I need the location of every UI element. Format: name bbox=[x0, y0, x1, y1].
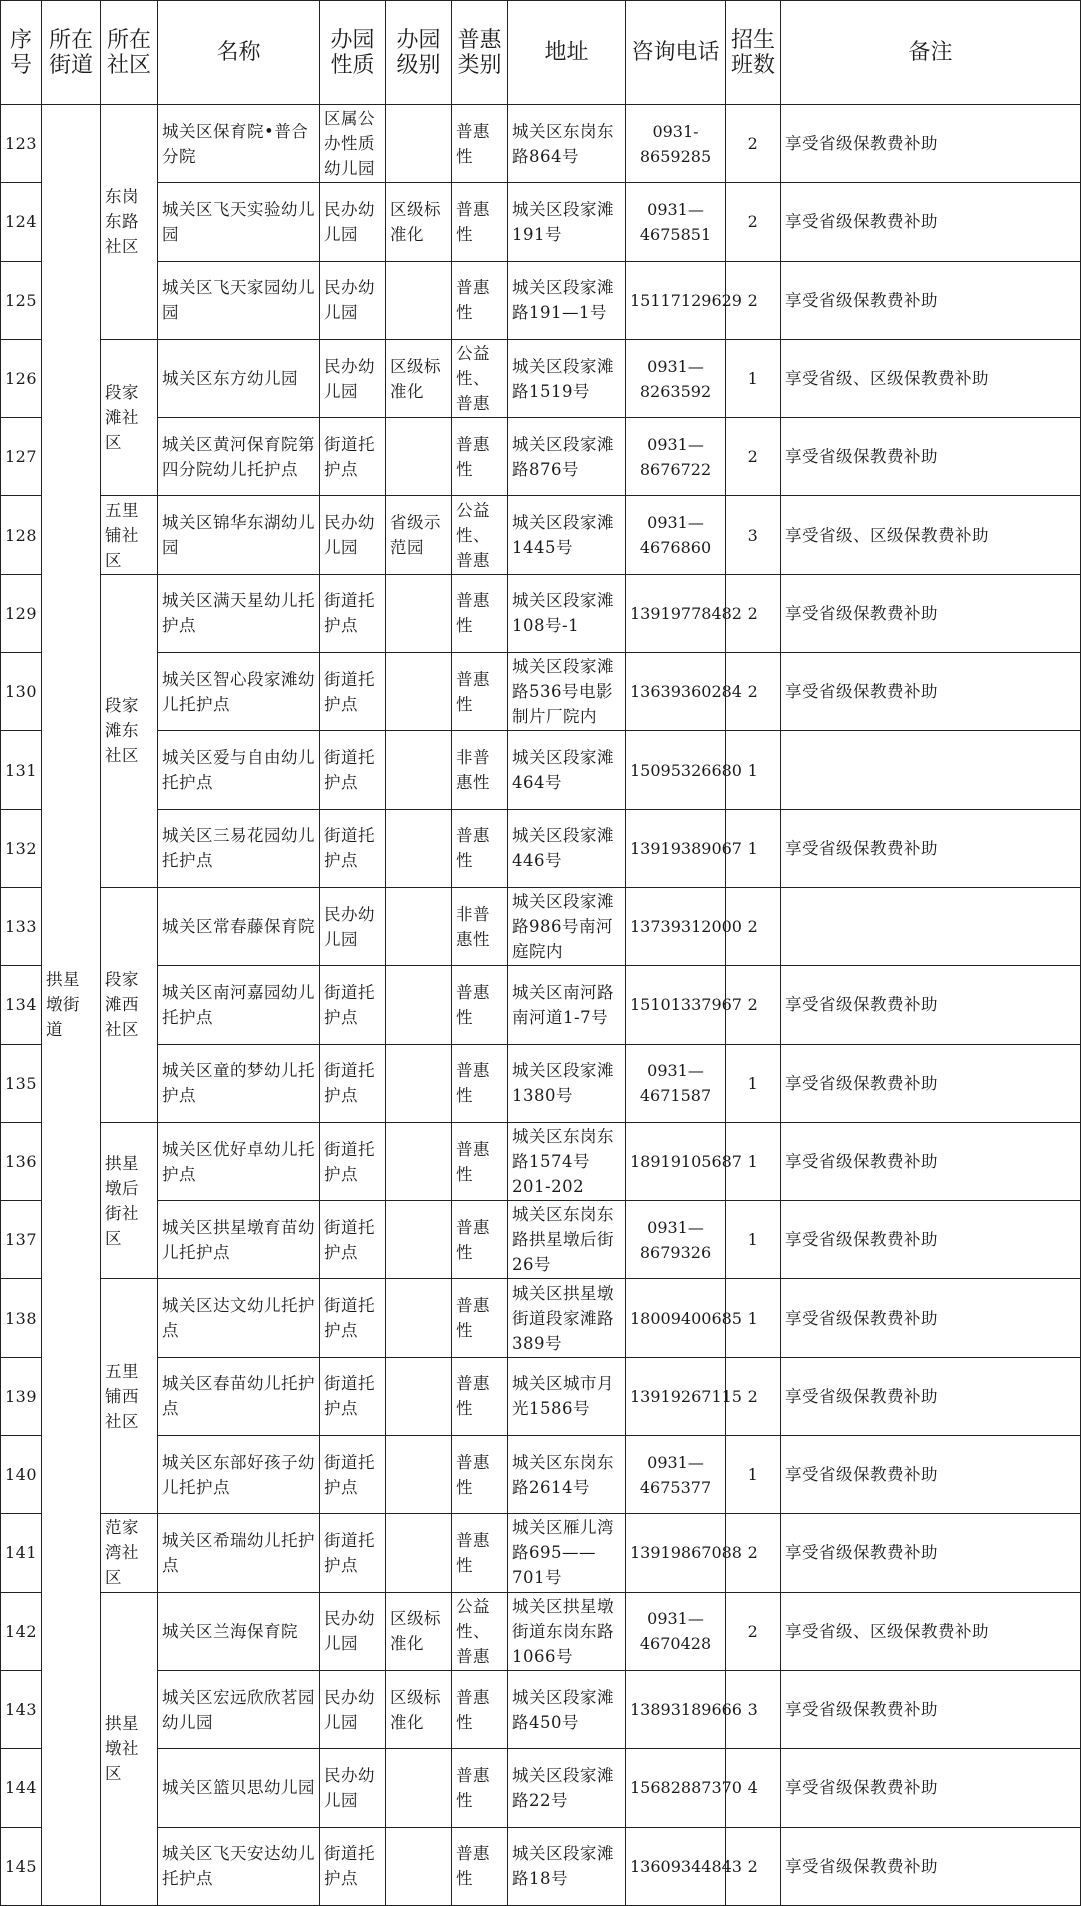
row-number: 131 bbox=[1, 731, 42, 809]
nature-cell: 民办幼儿园 bbox=[320, 261, 386, 339]
level-cell bbox=[386, 1827, 452, 1905]
nature-cell: 民办幼儿园 bbox=[320, 339, 386, 417]
type-cell: 普惠性 bbox=[452, 1436, 508, 1514]
row-number: 123 bbox=[1, 105, 42, 183]
table-row bbox=[1, 1201, 1081, 1279]
table-row bbox=[1, 1592, 1081, 1670]
phone-cell: 15101337967 bbox=[626, 966, 726, 1044]
nature-cell: 街道托护点 bbox=[320, 966, 386, 1044]
kindergarten-name: 城关区飞天实验幼儿园 bbox=[158, 183, 320, 261]
level-cell bbox=[386, 809, 452, 887]
address-cell: 城关区段家滩191号 bbox=[508, 183, 626, 261]
classes-cell: 3 bbox=[726, 496, 781, 574]
table-row bbox=[1, 1122, 1081, 1200]
address-cell: 城关区段家滩446号 bbox=[508, 809, 626, 887]
row-number: 125 bbox=[1, 261, 42, 339]
note-cell: 享受省级保教费补助 bbox=[781, 1201, 1081, 1279]
kindergarten-name: 城关区满天星幼儿托护点 bbox=[158, 574, 320, 652]
note-cell bbox=[781, 731, 1081, 809]
nature-cell: 民办幼儿园 bbox=[320, 887, 386, 965]
level-cell bbox=[386, 1279, 452, 1357]
kindergarten-name: 城关区黄河保育院第四分院幼儿托护点 bbox=[158, 418, 320, 496]
classes-cell: 2 bbox=[726, 261, 781, 339]
table-row bbox=[1, 1357, 1081, 1435]
nature-cell: 街道托护点 bbox=[320, 574, 386, 652]
header-nature: 办园 性质 bbox=[320, 1, 386, 105]
classes-cell: 2 bbox=[726, 105, 781, 183]
nature-cell: 街道托护点 bbox=[320, 1044, 386, 1122]
row-number: 145 bbox=[1, 1827, 42, 1905]
row-number: 141 bbox=[1, 1514, 42, 1592]
kindergarten-name: 城关区飞天安达幼儿托护点 bbox=[158, 1827, 320, 1905]
note-cell: 享受省级保教费补助 bbox=[781, 574, 1081, 652]
nature-cell: 街道托护点 bbox=[320, 418, 386, 496]
community-cell: 五里铺社区 bbox=[101, 496, 158, 574]
type-cell: 普惠性 bbox=[452, 105, 508, 183]
header-address: 地址 bbox=[508, 1, 626, 105]
nature-cell: 街道托护点 bbox=[320, 1122, 386, 1200]
table-row bbox=[1, 105, 1081, 183]
phone-cell: 15682887370 bbox=[626, 1749, 726, 1827]
address-cell: 城关区段家滩路876号 bbox=[508, 418, 626, 496]
classes-cell: 2 bbox=[726, 418, 781, 496]
table-row bbox=[1, 339, 1081, 417]
nature-cell: 街道托护点 bbox=[320, 731, 386, 809]
level-cell bbox=[386, 1201, 452, 1279]
phone-cell: 0931—4676860 bbox=[626, 496, 726, 574]
nature-cell: 民办幼儿园 bbox=[320, 1749, 386, 1827]
classes-cell: 1 bbox=[726, 1201, 781, 1279]
phone-cell: 0931—4671587 bbox=[626, 1044, 726, 1122]
note-cell: 享受省级、区级保教费补助 bbox=[781, 1592, 1081, 1670]
level-cell: 区级标准化 bbox=[386, 339, 452, 417]
table-row bbox=[1, 887, 1081, 965]
phone-cell: 13893189666 bbox=[626, 1670, 726, 1748]
address-cell: 城关区东岗东路拱星墩后街26号 bbox=[508, 1201, 626, 1279]
level-cell bbox=[386, 1357, 452, 1435]
header-level: 办园 级别 bbox=[386, 1, 452, 105]
level-cell bbox=[386, 1122, 452, 1200]
address-cell: 城关区段家滩1380号 bbox=[508, 1044, 626, 1122]
table-row bbox=[1, 496, 1081, 574]
row-number: 126 bbox=[1, 339, 42, 417]
nature-cell: 街道托护点 bbox=[320, 1827, 386, 1905]
row-number: 137 bbox=[1, 1201, 42, 1279]
note-cell: 享受省级保教费补助 bbox=[781, 105, 1081, 183]
kindergarten-name: 城关区篮贝思幼儿园 bbox=[158, 1749, 320, 1827]
classes-cell: 1 bbox=[726, 1044, 781, 1122]
classes-cell: 3 bbox=[726, 1670, 781, 1748]
kindergarten-name: 城关区优好卓幼儿托护点 bbox=[158, 1122, 320, 1200]
type-cell: 普惠性 bbox=[452, 1357, 508, 1435]
level-cell: 区级标准化 bbox=[386, 1670, 452, 1748]
table-row bbox=[1, 1670, 1081, 1748]
street-cell: 拱星墩街道 bbox=[42, 105, 101, 1906]
note-cell: 享受省级保教费补助 bbox=[781, 1514, 1081, 1592]
note-cell: 享受省级保教费补助 bbox=[781, 1827, 1081, 1905]
classes-cell: 2 bbox=[726, 1357, 781, 1435]
note-cell: 享受省级保教费补助 bbox=[781, 261, 1081, 339]
kindergarten-name: 城关区宏远欣欣茗园幼儿园 bbox=[158, 1670, 320, 1748]
level-cell: 区级标准化 bbox=[386, 183, 452, 261]
header-street: 所在 街道 bbox=[42, 1, 101, 105]
phone-cell: 13919867088 bbox=[626, 1514, 726, 1592]
classes-cell: 1 bbox=[726, 1436, 781, 1514]
row-number: 140 bbox=[1, 1436, 42, 1514]
kindergarten-name: 城关区保育院•普合分院 bbox=[158, 105, 320, 183]
header-community: 所在 社区 bbox=[101, 1, 158, 105]
phone-cell: 0931—8263592 bbox=[626, 339, 726, 417]
type-cell: 普惠性 bbox=[452, 1122, 508, 1200]
nature-cell: 街道托护点 bbox=[320, 1357, 386, 1435]
community-cell: 五里铺西社区 bbox=[101, 1279, 158, 1514]
level-cell bbox=[386, 261, 452, 339]
address-cell: 城关区段家滩464号 bbox=[508, 731, 626, 809]
table-row bbox=[1, 183, 1081, 261]
community-cell: 段家滩社区 bbox=[101, 339, 158, 496]
kindergarten-name: 城关区拱星墩育苗幼儿托护点 bbox=[158, 1201, 320, 1279]
level-cell bbox=[386, 731, 452, 809]
kindergarten-name: 城关区东部好孩子幼儿托护点 bbox=[158, 1436, 320, 1514]
classes-cell: 2 bbox=[726, 887, 781, 965]
classes-cell: 4 bbox=[726, 1749, 781, 1827]
row-number: 135 bbox=[1, 1044, 42, 1122]
phone-cell: 18009400685 bbox=[626, 1279, 726, 1357]
type-cell: 普惠性 bbox=[452, 183, 508, 261]
table-row bbox=[1, 731, 1081, 809]
classes-cell: 2 bbox=[726, 653, 781, 731]
address-cell: 城关区段家滩路191—1号 bbox=[508, 261, 626, 339]
type-cell: 普惠性 bbox=[452, 261, 508, 339]
table-row bbox=[1, 1436, 1081, 1514]
row-number: 130 bbox=[1, 653, 42, 731]
address-cell: 城关区雁儿湾路695——701号 bbox=[508, 1514, 626, 1592]
header-name: 名称 bbox=[158, 1, 320, 105]
type-cell: 普惠性 bbox=[452, 809, 508, 887]
row-number: 136 bbox=[1, 1122, 42, 1200]
row-number: 144 bbox=[1, 1749, 42, 1827]
nature-cell: 街道托护点 bbox=[320, 809, 386, 887]
type-cell: 普惠性 bbox=[452, 1044, 508, 1122]
header-type: 普惠 类别 bbox=[452, 1, 508, 105]
row-number: 127 bbox=[1, 418, 42, 496]
address-cell: 城关区段家滩路1519号 bbox=[508, 339, 626, 417]
level-cell: 省级示范园 bbox=[386, 496, 452, 574]
table-row bbox=[1, 418, 1081, 496]
classes-cell: 1 bbox=[726, 1122, 781, 1200]
address-cell: 城关区南河路南河道1-7号 bbox=[508, 966, 626, 1044]
row-number: 143 bbox=[1, 1670, 42, 1748]
nature-cell: 街道托护点 bbox=[320, 653, 386, 731]
type-cell: 普惠性 bbox=[452, 1279, 508, 1357]
phone-cell: 0931—8679326 bbox=[626, 1201, 726, 1279]
kindergarten-name: 城关区常春藤保育院 bbox=[158, 887, 320, 965]
kindergarten-name: 城关区达文幼儿托护点 bbox=[158, 1279, 320, 1357]
classes-cell: 1 bbox=[726, 339, 781, 417]
kindergarten-name: 城关区锦华东湖幼儿园 bbox=[158, 496, 320, 574]
table-body bbox=[1, 105, 1081, 1906]
note-cell bbox=[781, 887, 1081, 965]
classes-cell: 2 bbox=[726, 966, 781, 1044]
nature-cell: 街道托护点 bbox=[320, 1436, 386, 1514]
type-cell: 普惠性 bbox=[452, 574, 508, 652]
nature-cell: 民办幼儿园 bbox=[320, 1592, 386, 1670]
nature-cell: 街道托护点 bbox=[320, 1514, 386, 1592]
phone-cell: 18919105687 bbox=[626, 1122, 726, 1200]
classes-cell: 2 bbox=[726, 183, 781, 261]
table-row bbox=[1, 1044, 1081, 1122]
note-cell: 享受省级保教费补助 bbox=[781, 1044, 1081, 1122]
address-cell: 城关区东岗东路1574号201-202 bbox=[508, 1122, 626, 1200]
type-cell: 公益性、普惠 bbox=[452, 1592, 508, 1670]
classes-cell: 2 bbox=[726, 1514, 781, 1592]
type-cell: 非普惠性 bbox=[452, 887, 508, 965]
phone-cell: 13609344843 bbox=[626, 1827, 726, 1905]
address-cell: 城关区城市月光1586号 bbox=[508, 1357, 626, 1435]
type-cell: 普惠性 bbox=[452, 1201, 508, 1279]
row-number: 139 bbox=[1, 1357, 42, 1435]
address-cell: 城关区段家滩路22号 bbox=[508, 1749, 626, 1827]
note-cell: 享受省级保教费补助 bbox=[781, 1436, 1081, 1514]
type-cell: 普惠性 bbox=[452, 1827, 508, 1905]
address-cell: 城关区段家滩108号-1 bbox=[508, 574, 626, 652]
header-no: 序 号 bbox=[1, 1, 42, 105]
note-cell: 享受省级保教费补助 bbox=[781, 1357, 1081, 1435]
row-number: 134 bbox=[1, 966, 42, 1044]
kindergarten-name: 城关区春苗幼儿托护点 bbox=[158, 1357, 320, 1435]
level-cell bbox=[386, 105, 452, 183]
table-row bbox=[1, 653, 1081, 731]
note-cell: 享受省级、区级保教费补助 bbox=[781, 496, 1081, 574]
phone-cell: 13919267115 bbox=[626, 1357, 726, 1435]
type-cell: 公益性、普惠 bbox=[452, 496, 508, 574]
community-cell: 拱星墩后街社区 bbox=[101, 1122, 158, 1279]
kindergarten-name: 城关区东方幼儿园 bbox=[158, 339, 320, 417]
type-cell: 普惠性 bbox=[452, 966, 508, 1044]
nature-cell: 民办幼儿园 bbox=[320, 1670, 386, 1748]
type-cell: 普惠性 bbox=[452, 653, 508, 731]
table-row bbox=[1, 966, 1081, 1044]
phone-cell: 15095326680 bbox=[626, 731, 726, 809]
note-cell: 享受省级保教费补助 bbox=[781, 1279, 1081, 1357]
table-row bbox=[1, 574, 1081, 652]
kindergarten-name: 城关区希瑞幼儿托护点 bbox=[158, 1514, 320, 1592]
row-number: 128 bbox=[1, 496, 42, 574]
note-cell: 享受省级保教费补助 bbox=[781, 418, 1081, 496]
row-number: 129 bbox=[1, 574, 42, 652]
kindergarten-name: 城关区智心段家滩幼儿托护点 bbox=[158, 653, 320, 731]
community-cell: 东岗东路社区 bbox=[101, 105, 158, 340]
address-cell: 城关区东岗东路864号 bbox=[508, 105, 626, 183]
row-number: 142 bbox=[1, 1592, 42, 1670]
level-cell bbox=[386, 1044, 452, 1122]
kindergarten-name: 城关区三易花园幼儿托护点 bbox=[158, 809, 320, 887]
row-number: 138 bbox=[1, 1279, 42, 1357]
phone-cell: 13639360284 bbox=[626, 653, 726, 731]
level-cell bbox=[386, 653, 452, 731]
kindergarten-name: 城关区飞天家园幼儿园 bbox=[158, 261, 320, 339]
classes-cell: 1 bbox=[726, 1279, 781, 1357]
note-cell: 享受省级保教费补助 bbox=[781, 183, 1081, 261]
note-cell: 享受省级保教费补助 bbox=[781, 653, 1081, 731]
level-cell bbox=[386, 887, 452, 965]
classes-cell: 2 bbox=[726, 574, 781, 652]
table-row bbox=[1, 1514, 1081, 1592]
type-cell: 非普惠性 bbox=[452, 731, 508, 809]
kindergarten-name: 城关区爱与自由幼儿托护点 bbox=[158, 731, 320, 809]
kindergarten-name: 城关区兰海保育院 bbox=[158, 1592, 320, 1670]
phone-cell: 0931-8659285 bbox=[626, 105, 726, 183]
community-cell: 段家滩西社区 bbox=[101, 887, 158, 1122]
address-cell: 城关区段家滩路450号 bbox=[508, 1670, 626, 1748]
type-cell: 普惠性 bbox=[452, 1670, 508, 1748]
level-cell: 区级标准化 bbox=[386, 1592, 452, 1670]
level-cell bbox=[386, 574, 452, 652]
header-row bbox=[1, 1, 1081, 105]
community-cell: 范家湾社区 bbox=[101, 1514, 158, 1592]
address-cell: 城关区东岗东路2614号 bbox=[508, 1436, 626, 1514]
note-cell: 享受省级保教费补助 bbox=[781, 809, 1081, 887]
nature-cell: 民办幼儿园 bbox=[320, 496, 386, 574]
phone-cell: 0931—4675377 bbox=[626, 1436, 726, 1514]
kindergarten-name: 城关区南河嘉园幼儿托护点 bbox=[158, 966, 320, 1044]
table-row bbox=[1, 1279, 1081, 1357]
note-cell: 享受省级保教费补助 bbox=[781, 966, 1081, 1044]
phone-cell: 0931—4675851 bbox=[626, 183, 726, 261]
classes-cell: 1 bbox=[726, 731, 781, 809]
level-cell bbox=[386, 1436, 452, 1514]
type-cell: 普惠性 bbox=[452, 1514, 508, 1592]
level-cell bbox=[386, 966, 452, 1044]
phone-cell: 13919389067 bbox=[626, 809, 726, 887]
address-cell: 城关区段家滩1445号 bbox=[508, 496, 626, 574]
community-cell: 拱星墩社区 bbox=[101, 1592, 158, 1905]
table-row bbox=[1, 261, 1081, 339]
classes-cell: 2 bbox=[726, 1592, 781, 1670]
address-cell: 城关区段家滩路18号 bbox=[508, 1827, 626, 1905]
address-cell: 城关区拱星墩街道东岗东路1066号 bbox=[508, 1592, 626, 1670]
community-cell: 段家滩东社区 bbox=[101, 574, 158, 887]
table-row bbox=[1, 1749, 1081, 1827]
table-row bbox=[1, 809, 1081, 887]
table-row bbox=[1, 1827, 1081, 1905]
level-cell bbox=[386, 1514, 452, 1592]
phone-cell: 0931—8676722 bbox=[626, 418, 726, 496]
phone-cell: 0931—4670428 bbox=[626, 1592, 726, 1670]
kindergarten-name: 城关区童的梦幼儿托护点 bbox=[158, 1044, 320, 1122]
address-cell: 城关区段家滩路986号南河庭院内 bbox=[508, 887, 626, 965]
row-number: 124 bbox=[1, 183, 42, 261]
row-number: 133 bbox=[1, 887, 42, 965]
note-cell: 享受省级保教费补助 bbox=[781, 1749, 1081, 1827]
classes-cell: 1 bbox=[726, 809, 781, 887]
nature-cell: 民办幼儿园 bbox=[320, 183, 386, 261]
type-cell: 普惠性 bbox=[452, 1749, 508, 1827]
nature-cell: 街道托护点 bbox=[320, 1201, 386, 1279]
nature-cell: 街道托护点 bbox=[320, 1279, 386, 1357]
header-note: 备注 bbox=[781, 1, 1081, 105]
nature-cell: 区属公办性质幼儿园 bbox=[320, 105, 386, 183]
note-cell: 享受省级保教费补助 bbox=[781, 1670, 1081, 1748]
type-cell: 普惠性 bbox=[452, 418, 508, 496]
classes-cell: 2 bbox=[726, 1827, 781, 1905]
phone-cell: 15117129629 bbox=[626, 261, 726, 339]
header-phone: 咨询电话 bbox=[626, 1, 726, 105]
phone-cell: 13919778482 bbox=[626, 574, 726, 652]
address-cell: 城关区段家滩路536号电影制片厂院内 bbox=[508, 653, 626, 731]
level-cell bbox=[386, 1749, 452, 1827]
note-cell: 享受省级保教费补助 bbox=[781, 1122, 1081, 1200]
note-cell: 享受省级、区级保教费补助 bbox=[781, 339, 1081, 417]
type-cell: 公益性、普惠 bbox=[452, 339, 508, 417]
phone-cell: 13739312000 bbox=[626, 887, 726, 965]
row-number: 132 bbox=[1, 809, 42, 887]
address-cell: 城关区拱星墩街道段家滩路389号 bbox=[508, 1279, 626, 1357]
header-classes: 招生 班数 bbox=[726, 1, 781, 105]
level-cell bbox=[386, 418, 452, 496]
